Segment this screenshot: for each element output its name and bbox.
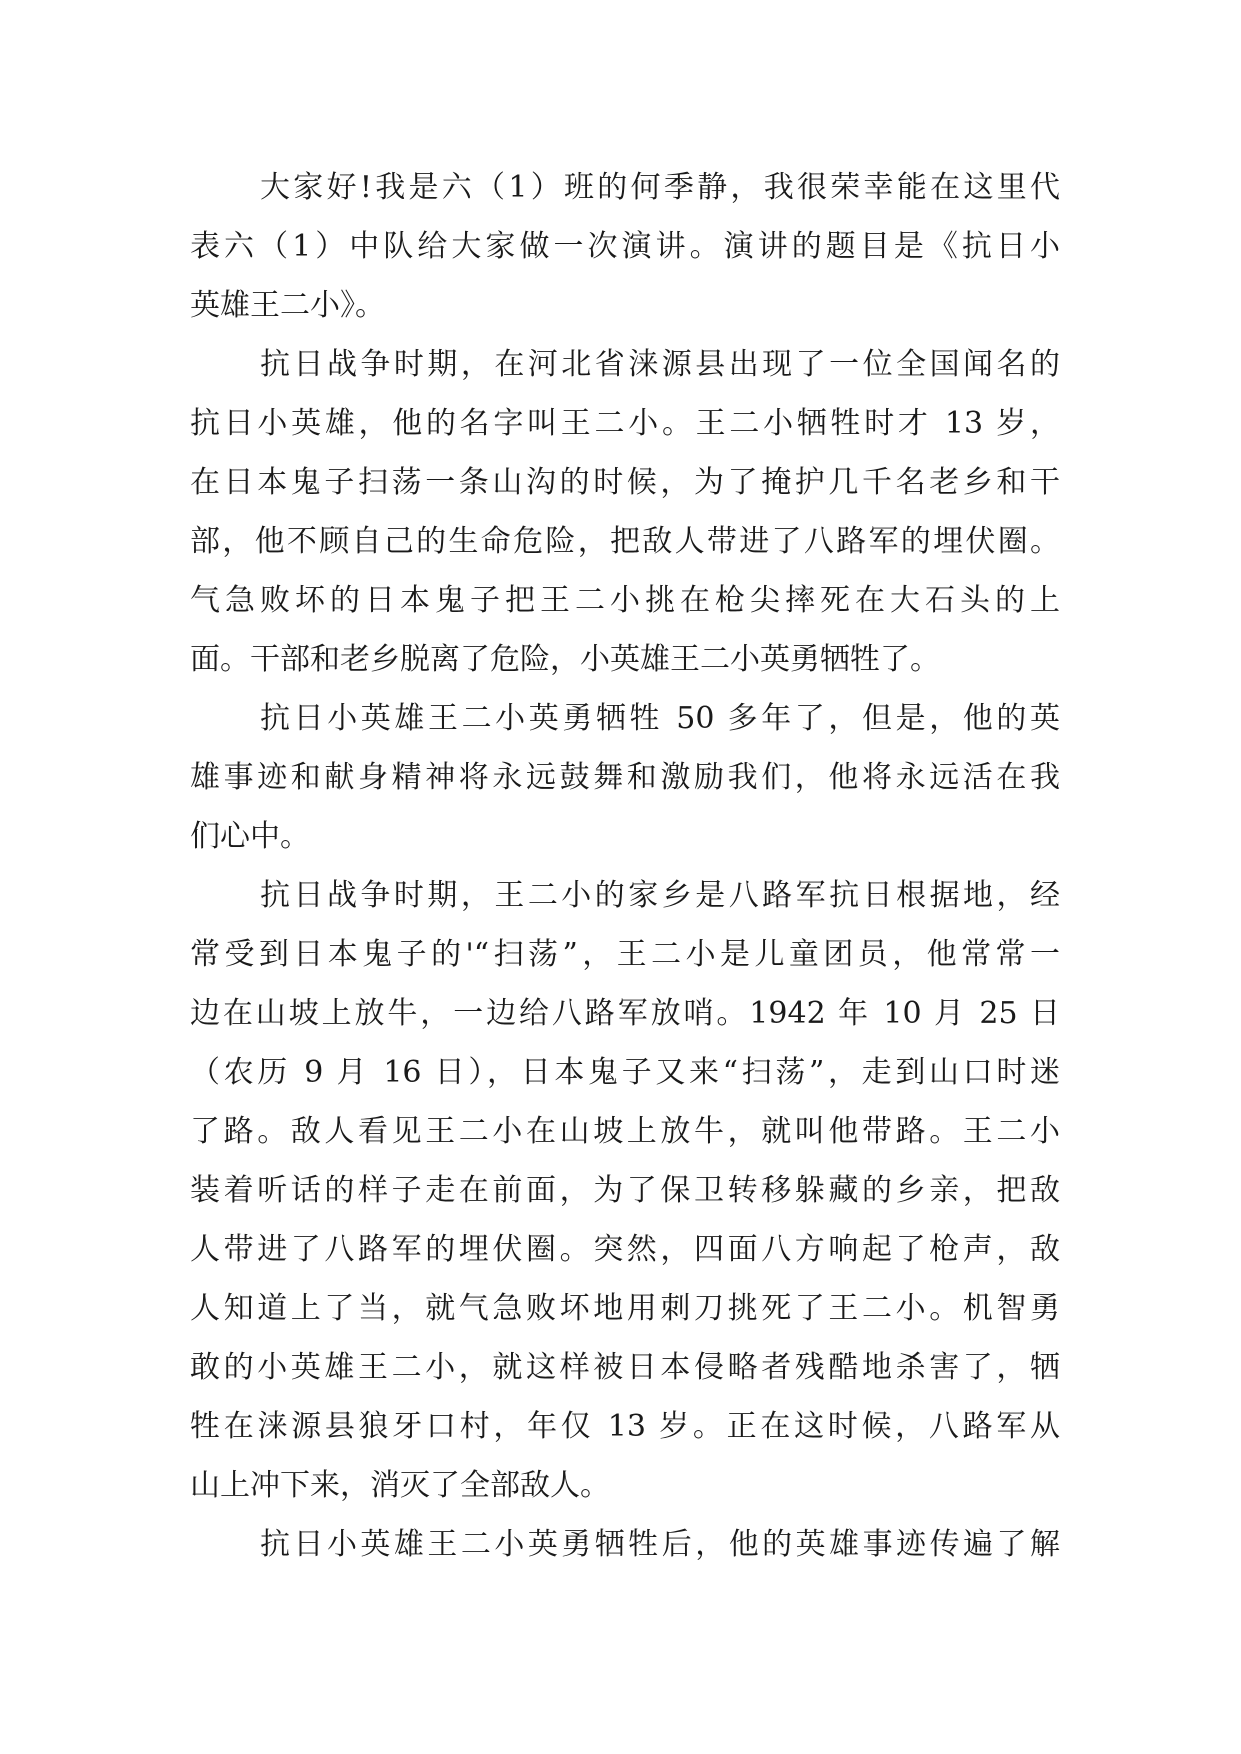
text-line: 牲在涞源县狼牙口村，年仅 13 岁。正在这时候，八路军从 <box>190 1409 1060 1444</box>
speech-text <box>190 158 1060 1574</box>
text-line: 抗日战争时期，王二小的家乡是八路军抗日根据地，经 <box>260 878 1060 913</box>
text-line: 了路。敌人看见王二小在山坡上放牛，就叫他带路。王二小 <box>190 1114 1060 1149</box>
paragraph-1 <box>190 158 1060 335</box>
text-line: 面。干部和老乡脱离了危险，小英雄王二小英勇牺牲了。 <box>190 642 940 677</box>
text-line: 抗日小英雄，他的名字叫王二小。王二小牺牲时才 13 岁， <box>190 406 1060 441</box>
text-line: 抗日小英雄王二小英勇牺牲后，他的英雄事迹传遍了解 <box>260 1527 1060 1562</box>
paragraph-2 <box>190 335 1060 689</box>
text-line: 英雄王二小》。 <box>190 288 385 323</box>
text-line: 抗日小英雄王二小英勇牺牲 50 多年了，但是，他的英 <box>260 701 1060 736</box>
text-line: 在日本鬼子扫荡一条山沟的时候，为了掩护几千名老乡和干 <box>190 465 1060 500</box>
text-line: （农历 9 月 16 日），日本鬼子又来“扫荡”，走到山口时迷 <box>190 1055 1060 1090</box>
paragraph-5 <box>190 1515 1060 1574</box>
text-line: 抗日战争时期，在河北省涞源县出现了一位全国闻名的 <box>260 347 1060 382</box>
text-line: 人知道上了当，就气急败坏地用刺刀挑死了王二小。机智勇 <box>190 1291 1060 1326</box>
text-line: 敢的小英雄王二小，就这样被日本侵略者残酷地杀害了，牺 <box>190 1350 1060 1385</box>
text-line: 雄事迹和献身精神将永远鼓舞和激励我们，他将永远活在我 <box>190 760 1060 795</box>
text-line: 表六（1）中队给大家做一次演讲。演讲的题目是《抗日小 <box>190 229 1060 264</box>
text-line: 气急败坏的日本鬼子把王二小挑在枪尖摔死在大石头的上 <box>190 583 1060 618</box>
text-line: 常受到日本鬼子的'“扫荡”，王二小是儿童团员，他常常一 <box>190 937 1060 972</box>
text-line: 山上冲下来，消灭了全部敌人。 <box>190 1468 610 1503</box>
text-line: 装着听话的样子走在前面，为了保卫转移躲藏的乡亲，把敌 <box>190 1173 1060 1208</box>
text-line: 人带进了八路军的埋伏圈。突然，四面八方响起了枪声，敌 <box>190 1232 1060 1267</box>
text-line: 部，他不顾自己的生命危险，把敌人带进了八路军的埋伏圈。 <box>190 524 1060 559</box>
paragraph-4 <box>190 866 1060 1515</box>
paragraph-3 <box>190 689 1060 866</box>
text-line: 们心中。 <box>190 819 310 854</box>
text-line: 大家好!我是六（1）班的何季静，我很荣幸能在这里代 <box>260 170 1060 205</box>
text-line: 边在山坡上放牛，一边给八路军放哨。1942 年 10 月 25 日 <box>190 996 1060 1031</box>
